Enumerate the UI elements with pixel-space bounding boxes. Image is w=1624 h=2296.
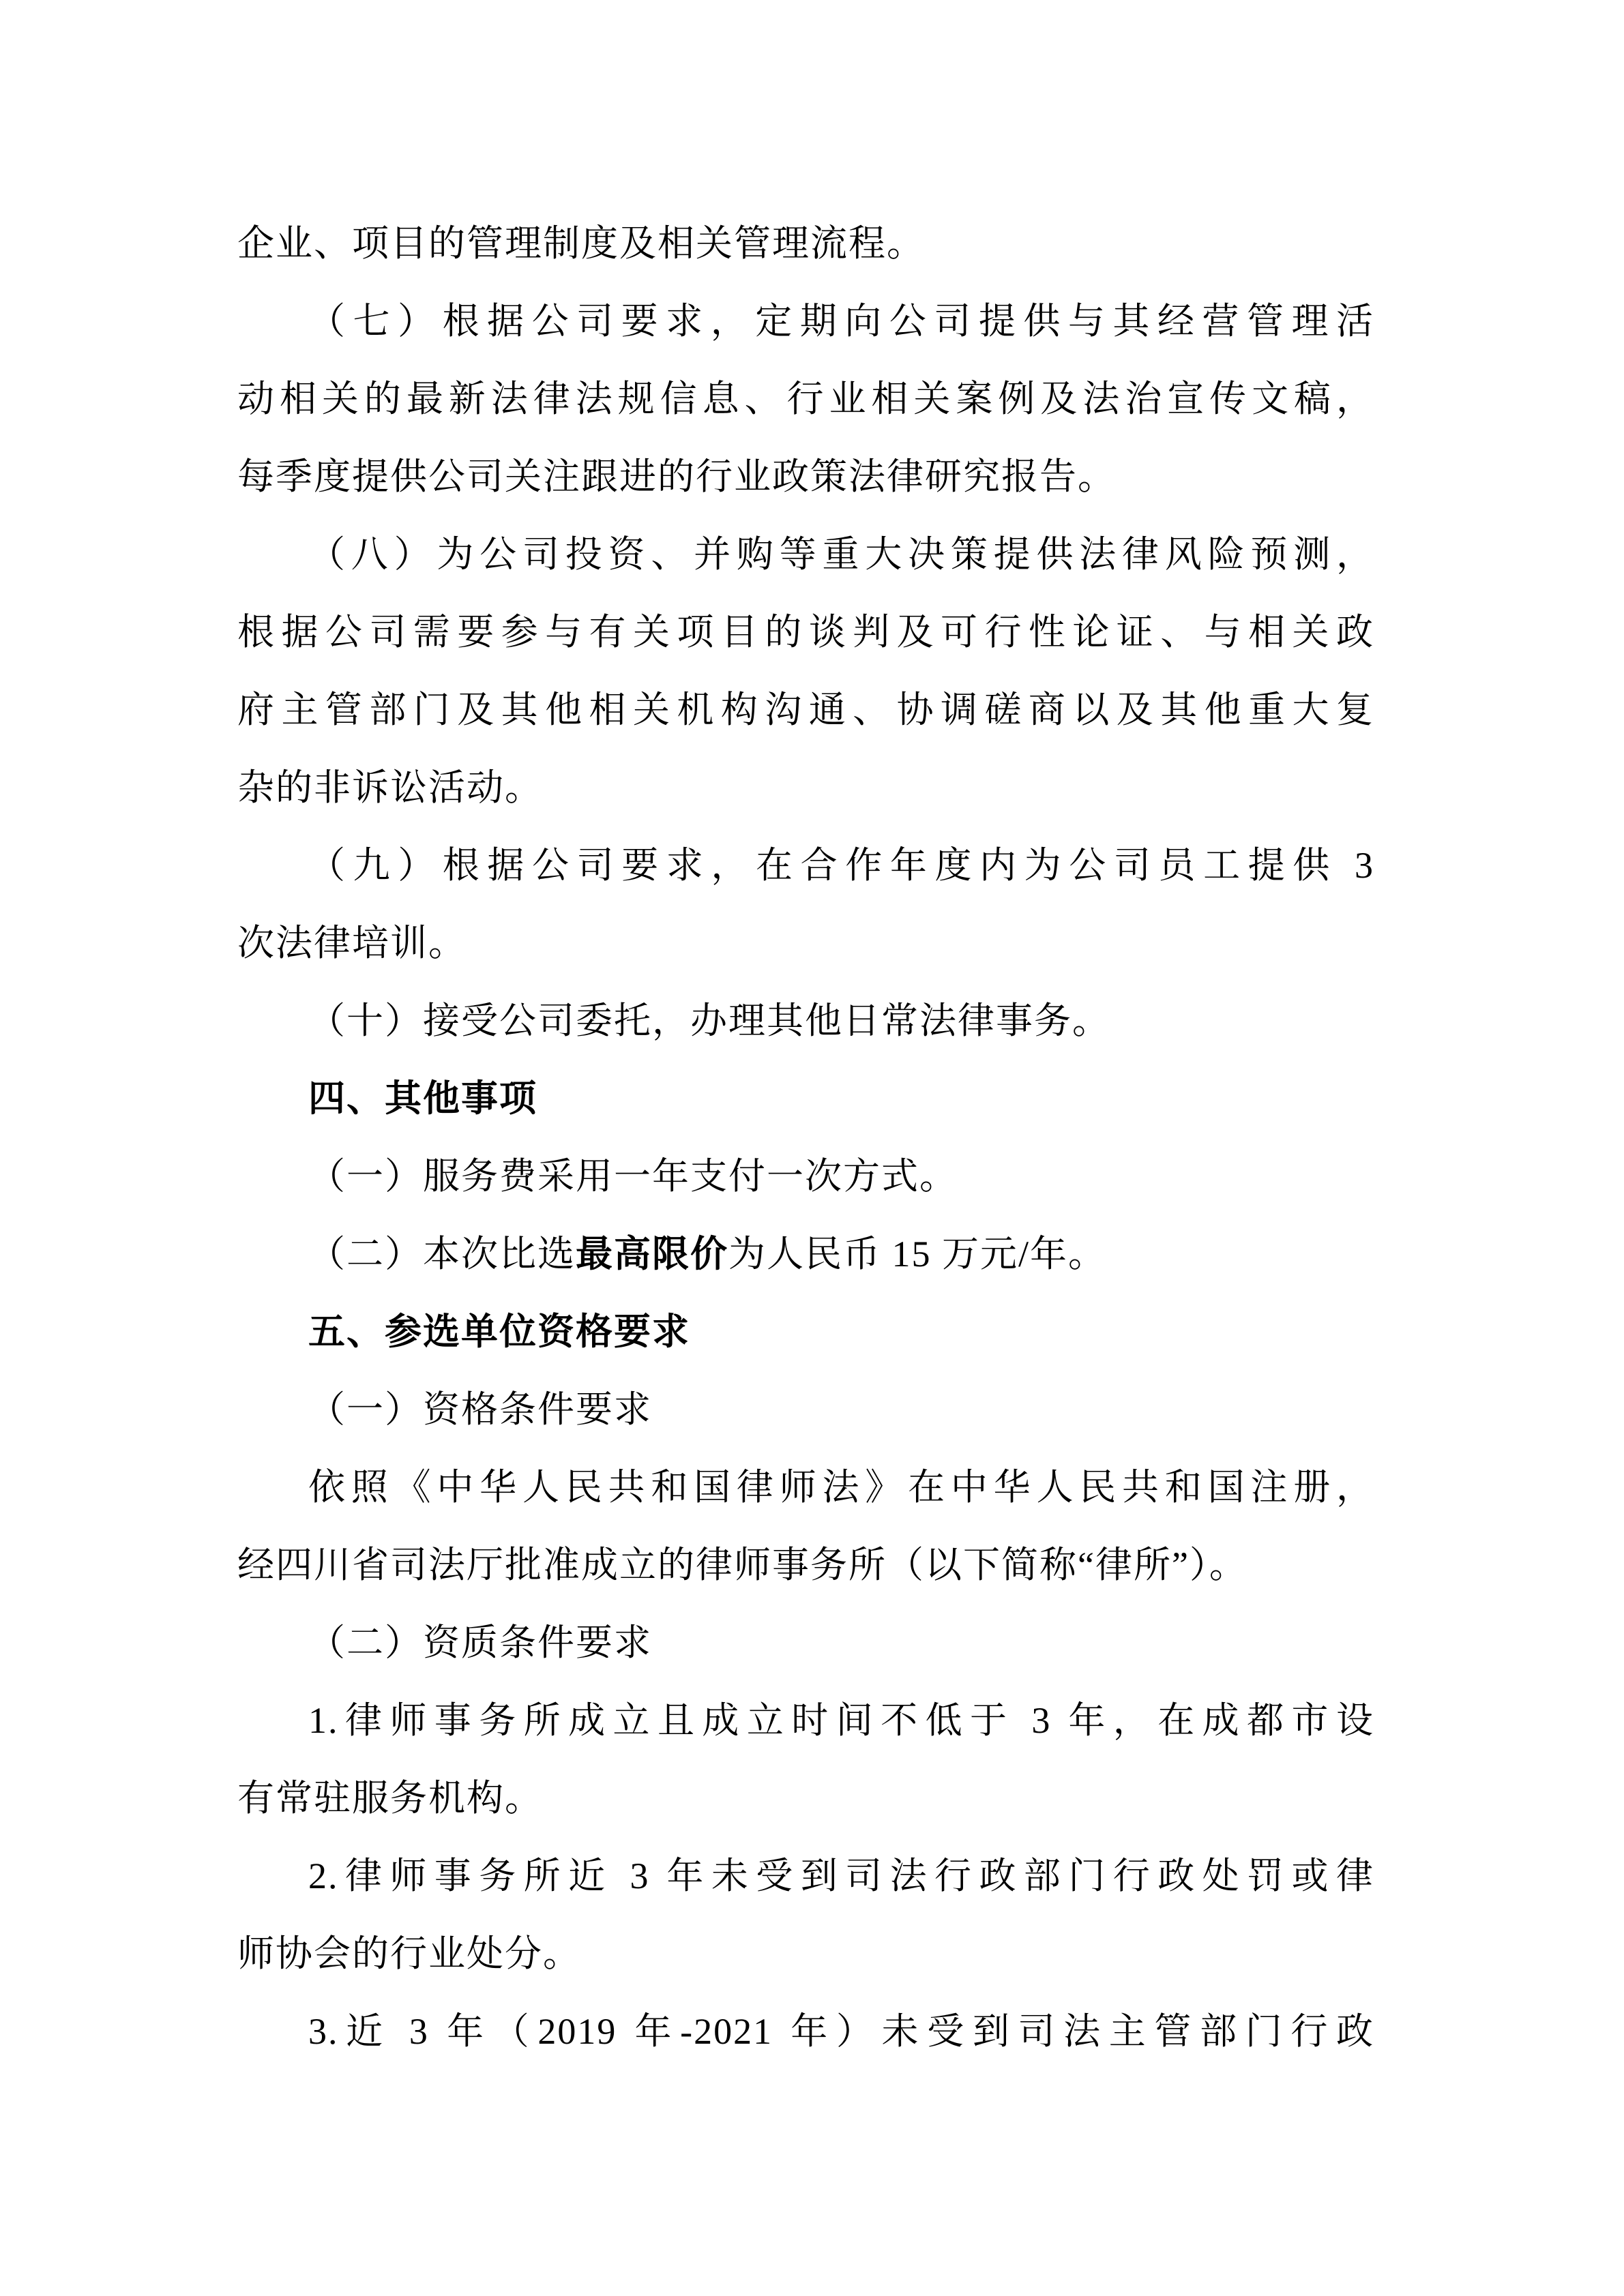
text-line: [237, 1371, 1374, 1448]
text-line: [237, 593, 1374, 671]
text-line: [237, 282, 1374, 360]
text-line: [237, 205, 1374, 282]
text-segment: 有常驻服务机构。: [237, 1778, 543, 1819]
text-line: [237, 516, 1374, 593]
text-segment: 1.律师事务所成立且成立时间不低于 3 年，在成都市设: [308, 1700, 1374, 1741]
text-line: [237, 360, 1374, 438]
text-segment: （七）根据公司要求，定期向公司提供与其经营管理活: [308, 301, 1374, 342]
text-segment: 动相关的最新法律法规信息、行业相关案例及法治宣传文稿，: [237, 378, 1374, 419]
text-segment: 依照《中华人民共和国律师法》在中华人民共和国注册，: [308, 1467, 1374, 1508]
text-line: [237, 1993, 1374, 2070]
text-segment: （八）为公司投资、并购等重大决策提供法律风险预测，: [308, 534, 1374, 575]
document-text: [237, 205, 1374, 2070]
text-line: [237, 1526, 1374, 1604]
text-segment: 每季度提供公司关注跟进的行业政策法律研究报告。: [237, 456, 1116, 497]
text-segment: （一）资格条件要求: [308, 1389, 652, 1430]
text-line: [237, 1448, 1374, 1526]
text-line: [237, 1137, 1374, 1215]
text-segment: 3.近 3 年（2019 年-2021 年）未受到司法主管部门行政: [308, 2011, 1374, 2052]
text-segment: 根据公司需要参与有关项目的谈判及可行性论证、与相关政: [237, 612, 1374, 653]
text-line: [237, 904, 1374, 982]
text-line: [237, 1759, 1374, 1837]
text-line: [237, 826, 1374, 904]
text-line: [237, 1604, 1374, 1682]
text-line: [237, 1915, 1374, 1993]
text-line: [237, 982, 1374, 1060]
text-segment: （二）资质条件要求: [308, 1622, 652, 1663]
text-segment: （一）服务费采用一年支付一次方式。: [308, 1156, 958, 1197]
text-line: [237, 438, 1374, 516]
text-segment: 四、其他事项: [308, 1078, 537, 1119]
text-line: [237, 1215, 1374, 1293]
section-heading: [237, 1060, 1374, 1137]
text-line: [237, 1837, 1374, 1915]
text-segment: （十）接受公司委托，办理其他日常法律事务。: [308, 1000, 1110, 1041]
text-segment: 经四川省司法厅批准成立的律师事务所（以下简称“律所”）。: [237, 1545, 1247, 1585]
text-line: [237, 1682, 1374, 1759]
text-segment: 企业、项目的管理制度及相关管理流程。: [237, 223, 925, 264]
text-segment: 次法律培训。: [237, 923, 467, 964]
text-line: [237, 749, 1374, 826]
text-segment: 杂的非诉讼活动。: [237, 767, 543, 808]
text-segment: 2.律师事务所近 3 年未受到司法行政部门行政处罚或律: [308, 1855, 1374, 1896]
text-segment: 为人民币 15 万元/年。: [728, 1234, 1107, 1274]
section-heading: [237, 1293, 1374, 1371]
text-segment: 府主管部门及其他相关机构沟通、协调磋商以及其他重大复: [237, 689, 1374, 730]
text-line: [237, 671, 1374, 749]
emphasis-text: 最高限价: [576, 1234, 728, 1274]
text-segment: （九）根据公司要求，在合作年度内为公司员工提供 3: [308, 845, 1374, 886]
text-segment: 师协会的行业处分。: [237, 1933, 581, 1974]
text-segment: 五、参选单位资格要求: [308, 1311, 690, 1352]
text-segment: （二）本次比选: [308, 1234, 576, 1274]
